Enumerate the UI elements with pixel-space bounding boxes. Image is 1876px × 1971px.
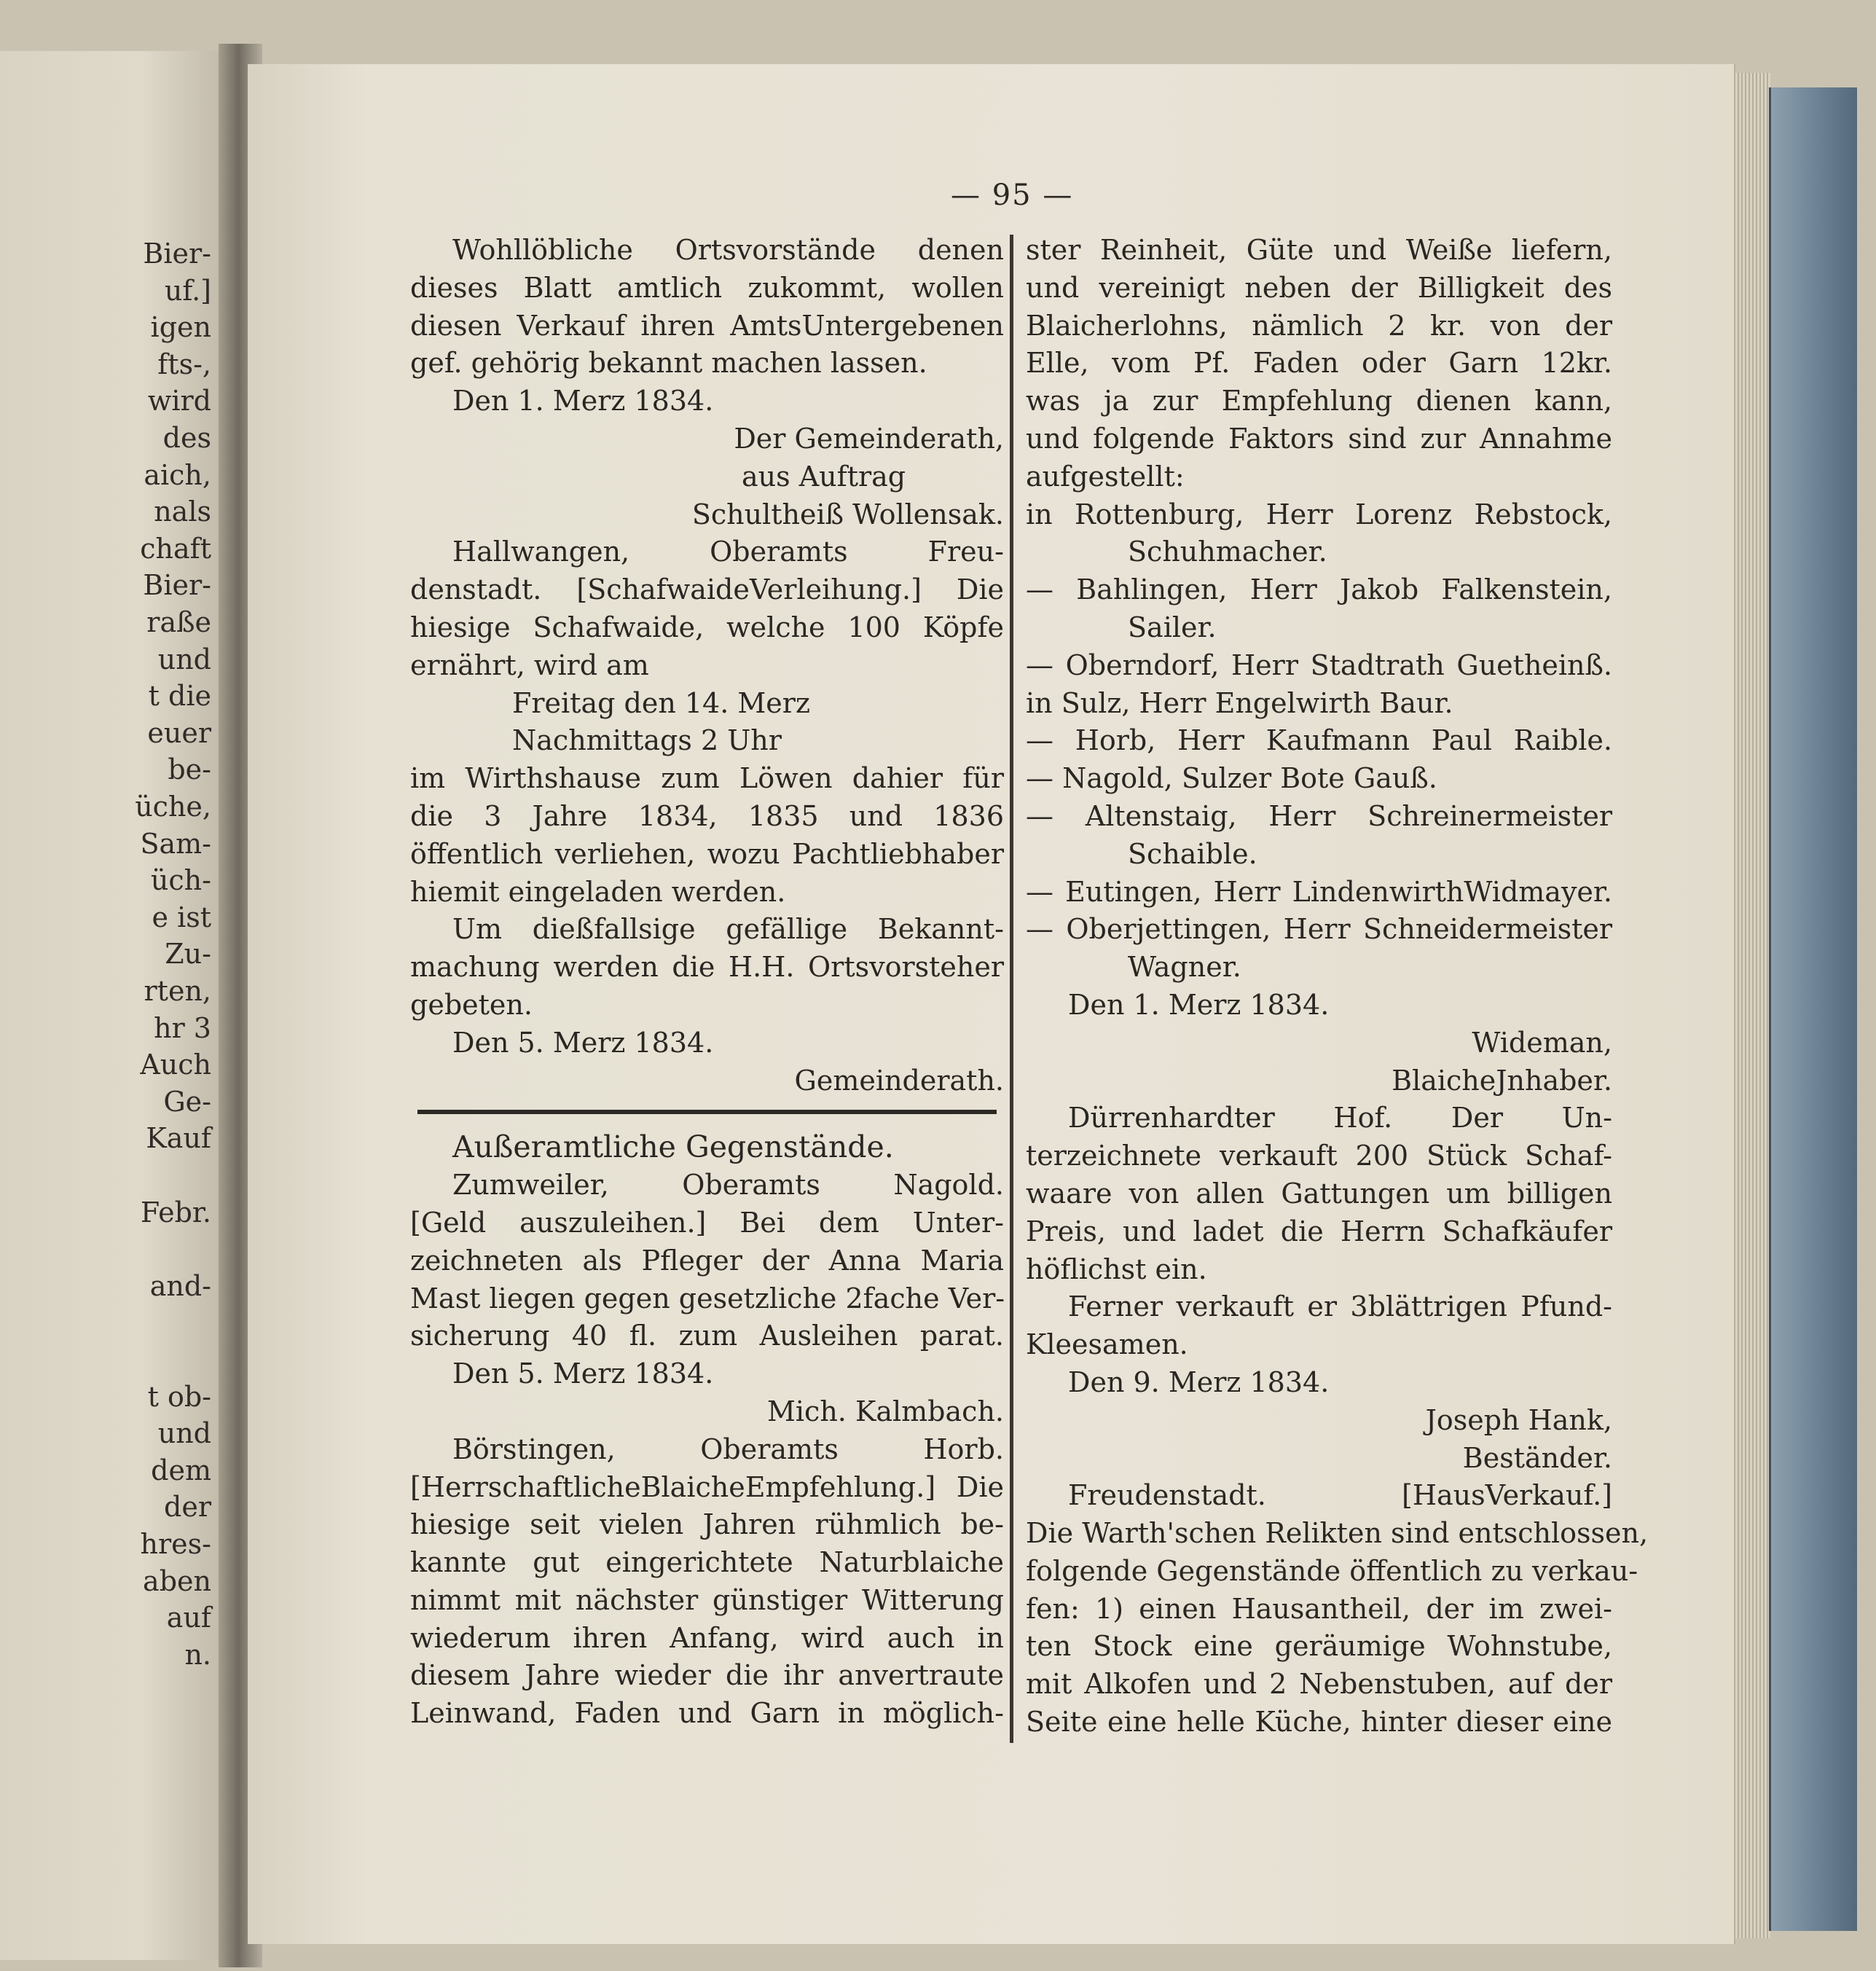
left-page-fragment-line: and- xyxy=(149,1269,211,1302)
text-line: Seite eine helle Küche, hinter dieser eine xyxy=(1026,1706,1612,1739)
text-line: Blaicherlohns, nämlich 2 kr. von der xyxy=(1026,309,1612,342)
text-line: — Nagold, Sulzer Bote Gauß. xyxy=(1026,762,1437,795)
text-line: Beständer. xyxy=(1462,1441,1612,1474)
text-line: ster Reinheit, Güte und Weiße liefern, xyxy=(1026,234,1612,266)
text-line: sicherung 40 fl. zum Ausleihen parat. xyxy=(410,1320,1004,1352)
text-line: und vereinigt neben der Billigkeit des xyxy=(1026,271,1612,304)
text-line: Mast liegen gegen gesetzliche 2fache Ver- xyxy=(410,1282,1005,1314)
text-line: ernährt, wird am xyxy=(410,648,649,681)
left-page-fragment-line: hres- xyxy=(140,1528,211,1560)
left-page-fragment-line: fts-, xyxy=(157,348,211,380)
text-line: [HerrschaftlicheBlaicheEmpfehlung.] Die xyxy=(410,1470,1004,1503)
text-line: terzeichnete verkauft 200 Stück Schaf- xyxy=(1026,1140,1612,1172)
section-heading: Außeramtliche Gegenstände. xyxy=(452,1129,894,1165)
left-page-fragment-line: igen xyxy=(150,311,211,344)
text-line: diesem Jahre wieder die ihr anvertraute xyxy=(410,1659,1004,1692)
text-line: Nachmittags 2 Uhr xyxy=(512,724,782,757)
left-page-fragment-line: auf xyxy=(166,1602,211,1634)
text-line: nimmt mit nächster günstiger Witterung xyxy=(410,1583,1004,1616)
left-page-fragment-line: üch- xyxy=(150,864,211,897)
left-page-fragment-line: euer xyxy=(147,716,211,749)
left-page-fragment-line: be- xyxy=(168,753,211,786)
left-page-fragment-line: raße xyxy=(146,606,211,638)
text-line: mit Alkofen und 2 Nebenstuben, auf der xyxy=(1026,1668,1612,1701)
text-line: Wideman, xyxy=(1472,1026,1612,1059)
text-line: denstadt. [SchafwaideVerleihung.] Die xyxy=(410,573,1004,606)
text-line: machung werden die H.H. Ortsvorsteher xyxy=(410,951,1004,984)
text-line: Schultheiß Wollensak. xyxy=(691,498,1004,530)
text-line: aufgestellt: xyxy=(1026,460,1185,493)
text-line: in Rottenburg, Herr Lorenz Rebstock, xyxy=(1026,498,1612,530)
text-line: [Geld auszuleihen.] Bei dem Unter- xyxy=(410,1206,1004,1239)
left-page-fragment-line: uf.] xyxy=(164,274,211,307)
text-line: — Bahlingen, Herr Jakob Falkenstein, xyxy=(1026,573,1612,606)
text-line: die 3 Jahre 1834, 1835 und 1836 xyxy=(410,799,1004,832)
text-line: Den 1. Merz 1834. xyxy=(452,385,714,418)
left-page-fragment-line: t ob- xyxy=(147,1380,211,1413)
text-line: BlaicheJnhaber. xyxy=(1392,1064,1612,1097)
text-line: dieses Blatt amtlich zukommt, wollen xyxy=(410,271,1004,304)
left-page-fragment-line: der xyxy=(164,1491,211,1524)
blue-cover-board xyxy=(1769,87,1857,1931)
text-line: — Eutingen, Herr LindenwirthWidmayer. xyxy=(1026,875,1612,908)
left-page-fragment-line: üche, xyxy=(135,791,211,823)
right-column xyxy=(1026,232,1649,1741)
text-line: und folgende Faktors sind zur Annahme xyxy=(1026,422,1612,455)
left-page-fragment-line: Zu- xyxy=(165,938,211,971)
text-line: Den 1. Merz 1834. xyxy=(1068,988,1330,1021)
text-line: ten Stock eine geräumige Wohnstube, xyxy=(1026,1630,1612,1663)
text-line: aus Auftrag xyxy=(742,460,906,493)
text-line: fen: 1) einen Hausantheil, der im zwei- xyxy=(1026,1592,1612,1625)
text-line: diesen Verkauf ihren AmtsUntergebenen xyxy=(410,309,1004,342)
left-page-fragment-line: Kauf xyxy=(146,1122,211,1155)
left-page-fragment-line: des xyxy=(162,422,211,454)
text-line: Ferner verkauft er 3blättrigen Pfund- xyxy=(1068,1290,1612,1323)
text-line: Elle, vom Pf. Faden oder Garn 12kr. xyxy=(1026,347,1612,380)
section-rule xyxy=(417,1110,997,1114)
text-line: waare von allen Gattungen um billigen xyxy=(1026,1177,1612,1210)
text-line: folgende Gegenstände öffentlich zu verkau- xyxy=(1026,1554,1638,1587)
left-page-fragment-line: Bier- xyxy=(143,569,211,602)
text-line: Den 9. Merz 1834. xyxy=(1068,1365,1330,1398)
text-line: Freitag den 14. Merz xyxy=(512,686,810,719)
text-line: Die Warth'schen Relikten sind entschlossen, xyxy=(1026,1517,1649,1550)
text-line: kannte gut eingerichtete Naturblaiche xyxy=(410,1546,1004,1579)
left-page-fragment-line: nals xyxy=(154,495,211,528)
text-line: Dürrenhardter Hof. Der Un- xyxy=(1068,1102,1612,1135)
left-page-fragment-line: aben xyxy=(143,1564,211,1597)
text-line: gef. gehörig bekannt machen lassen. xyxy=(410,347,927,380)
text-line: Joseph Hank, xyxy=(1425,1403,1612,1436)
text-line: hiesige Schafwaide, welche 100 Köpfe xyxy=(410,611,1004,643)
page-number: — 95 — xyxy=(951,179,1074,212)
left-page-fragment-line: und xyxy=(157,1417,211,1450)
left-page-fragment-line: wird xyxy=(147,385,211,418)
text-line: Um dießfallsige gefällige Bekannt- xyxy=(452,913,1004,946)
text-line: Hallwangen, Oberamts Freu- xyxy=(452,536,1004,568)
left-page-fragment-line: Auch xyxy=(140,1049,211,1081)
text-line: im Wirthshause zum Löwen dahier für xyxy=(410,762,1004,795)
column-divider xyxy=(1010,235,1013,1743)
left-page-fragment-line: hr 3 xyxy=(154,1011,211,1044)
left-page-fragment-line: Ge- xyxy=(163,1085,211,1118)
text-line: Schaible. xyxy=(1128,837,1257,870)
left-page-fragment-line: n. xyxy=(184,1638,211,1671)
text-line: hiemit eingeladen werden. xyxy=(410,875,786,908)
left-page-fragment-line: und xyxy=(157,643,211,675)
left-column xyxy=(410,232,1004,1733)
left-page-fragment-line: aich, xyxy=(144,458,211,491)
text-line: Börstingen, Oberamts Horb. xyxy=(452,1433,1004,1465)
text-line: — Horb, Herr Kaufmann Paul Raible. xyxy=(1026,724,1612,757)
text-line: Den 5. Merz 1834. xyxy=(452,1026,714,1059)
text-line: öffentlich verliehen, wozu Pachtliebhaber xyxy=(410,837,1004,870)
text-line: in Sulz, Herr Engelwirth Baur. xyxy=(1026,686,1453,719)
text-line: Freudenstadt. [HausVerkauf.] xyxy=(1068,1479,1612,1512)
text-line: — Oberjettingen, Herr Schneidermeister xyxy=(1026,913,1612,946)
text-line: Gemeinderath. xyxy=(794,1064,1004,1097)
text-line: Leinwand, Faden und Garn in möglich- xyxy=(410,1697,1004,1730)
text-line: Mich. Kalmbach. xyxy=(766,1395,1004,1427)
text-line: hiesige seit vielen Jahren rühmlich be- xyxy=(410,1508,1004,1541)
text-line: gebeten. xyxy=(410,988,533,1021)
text-line: Kleesamen. xyxy=(1026,1328,1188,1361)
left-page-fragment-line: dem xyxy=(151,1454,211,1486)
text-line: Zumweiler, Oberamts Nagold. xyxy=(452,1169,1004,1202)
text-line: — Altenstaig, Herr Schreinermeister xyxy=(1026,799,1612,832)
text-line: Sailer. xyxy=(1128,611,1217,643)
left-page-fragment-line: e ist xyxy=(152,901,211,933)
page-edges xyxy=(1735,73,1770,1938)
left-page-fragment-line: Febr. xyxy=(140,1196,211,1229)
text-line: Der Gemeinderath, xyxy=(734,422,1004,455)
text-line: — Oberndorf, Herr Stadtrath Guetheinß. xyxy=(1026,648,1612,681)
text-line: Wohllöbliche Ortsvorstände denen xyxy=(452,234,1004,266)
left-page-fragment-line: t die xyxy=(148,680,211,713)
text-line: Den 5. Merz 1834. xyxy=(452,1357,714,1390)
text-line: Schuhmacher. xyxy=(1128,536,1327,568)
left-page-fragment-line: Sam- xyxy=(140,827,211,860)
left-page-fragment-line: Bier- xyxy=(143,238,211,270)
text-line: Wagner. xyxy=(1128,951,1241,984)
text-line: Preis, und ladet die Herrn Schafkäufer xyxy=(1026,1215,1612,1247)
text-line: zeichneten als Pfleger der Anna Maria xyxy=(410,1244,1004,1277)
left-page-fragment-line: rten, xyxy=(144,975,211,1007)
left-page-fragment-line: chaft xyxy=(140,532,211,565)
text-line: höflichst ein. xyxy=(1026,1253,1207,1285)
text-line: wiederum ihren Anfang, wird auch in xyxy=(410,1621,1004,1654)
text-line: was ja zur Empfehlung dienen kann, xyxy=(1026,385,1612,418)
